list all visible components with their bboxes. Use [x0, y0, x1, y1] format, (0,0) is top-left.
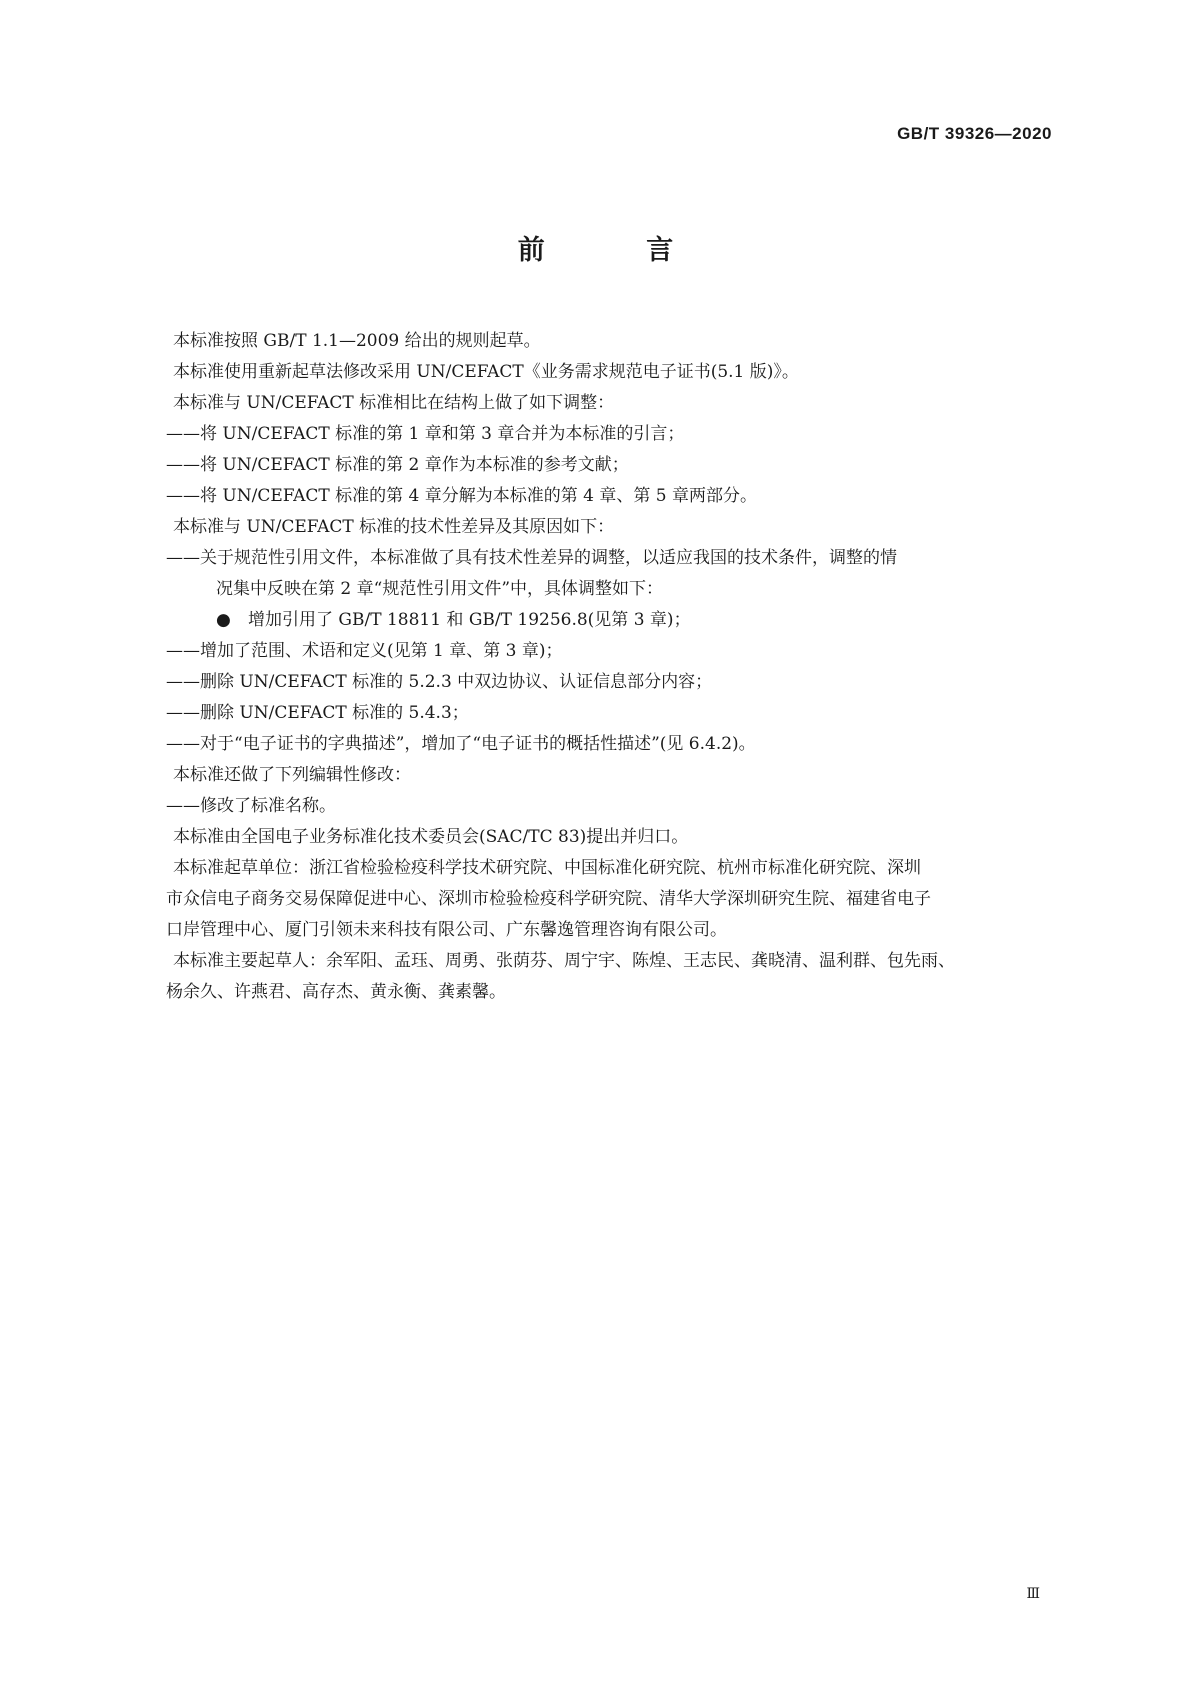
list-item-continuation: 况集中反映在第 2 章“规范性引用文件”中，具体调整如下：: [216, 579, 664, 599]
paragraph: 本标准按照 GB/T 1.1—2009 给出的规则起草。: [173, 331, 541, 351]
bullet-item: [166, 605, 1056, 636]
paragraph-continuation: 市众信电子商务交易保障促进中心、深圳市检验检疫科学研究院、清华大学深圳研究生院、福建省电子: [166, 889, 931, 909]
paragraph: 本标准使用重新起草法修改采用 UN/CEFACT《业务需求规范电子证书(5.1 版)》。: [173, 362, 799, 382]
document-body: [166, 326, 1056, 1008]
paragraph-continuation: 杨余久、许燕君、高存杰、黄永衡、龚素馨。: [166, 982, 506, 1002]
bullet-item-text: 增加引用了 GB/T 18811 和 GB/T 19256.8(见第 3 章)；: [248, 610, 691, 630]
paragraph: 本标准主要起草人：余军阳、孟珏、周勇、张荫芬、周宁宇、陈煌、王志民、龚晓清、温利群、包先雨、: [173, 951, 955, 971]
page-title: 前 言: [517, 235, 720, 266]
paragraph-continuation: 口岸管理中心、厦门引领未来科技有限公司、广东馨逸管理咨询有限公司。: [166, 920, 727, 940]
bullet-icon: ●: [216, 610, 231, 630]
paragraph: 本标准由全国电子业务标准化技术委员会(SAC/TC 83)提出并归口。: [173, 827, 689, 847]
paragraph: 本标准与 UN/CEFACT 标准的技术性差异及其原因如下：: [173, 517, 615, 537]
paragraph: 本标准还做了下列编辑性修改：: [173, 765, 411, 785]
list-item: ——关于规范性引用文件，本标准做了具有技术性差异的调整，以适应我国的技术条件，调整的情: [166, 548, 897, 568]
list-item: ——将 UN/CEFACT 标准的第 1 章和第 3 章合并为本标准的引言；: [166, 424, 685, 444]
standard-code: GB/T 39326—2020: [897, 124, 1052, 143]
list-item: ——将 UN/CEFACT 标准的第 4 章分解为本标准的第 4 章、第 5 章两部分。: [166, 486, 757, 506]
list-item: ——删除 UN/CEFACT 标准的 5.4.3；: [166, 703, 469, 723]
paragraph: 本标准与 UN/CEFACT 标准相比在结构上做了如下调整：: [173, 393, 615, 413]
list-item: ——修改了标准名称。: [166, 796, 336, 816]
list-item: ——增加了范围、术语和定义(见第 1 章、第 3 章)；: [166, 641, 563, 661]
list-item: ——删除 UN/CEFACT 标准的 5.2.3 中双边协议、认证信息部分内容；: [166, 672, 713, 692]
page-number: Ⅲ: [1026, 1586, 1039, 1602]
list-item: ——对于“电子证书的字典描述”，增加了“电子证书的概括性描述”(见 6.4.2)。: [166, 734, 756, 754]
list-item: ——将 UN/CEFACT 标准的第 2 章作为本标准的参考文献；: [166, 455, 629, 475]
paragraph: 本标准起草单位：浙江省检验检疫科学技术研究院、中国标准化研究院、杭州市标准化研究院、深圳: [173, 858, 921, 878]
